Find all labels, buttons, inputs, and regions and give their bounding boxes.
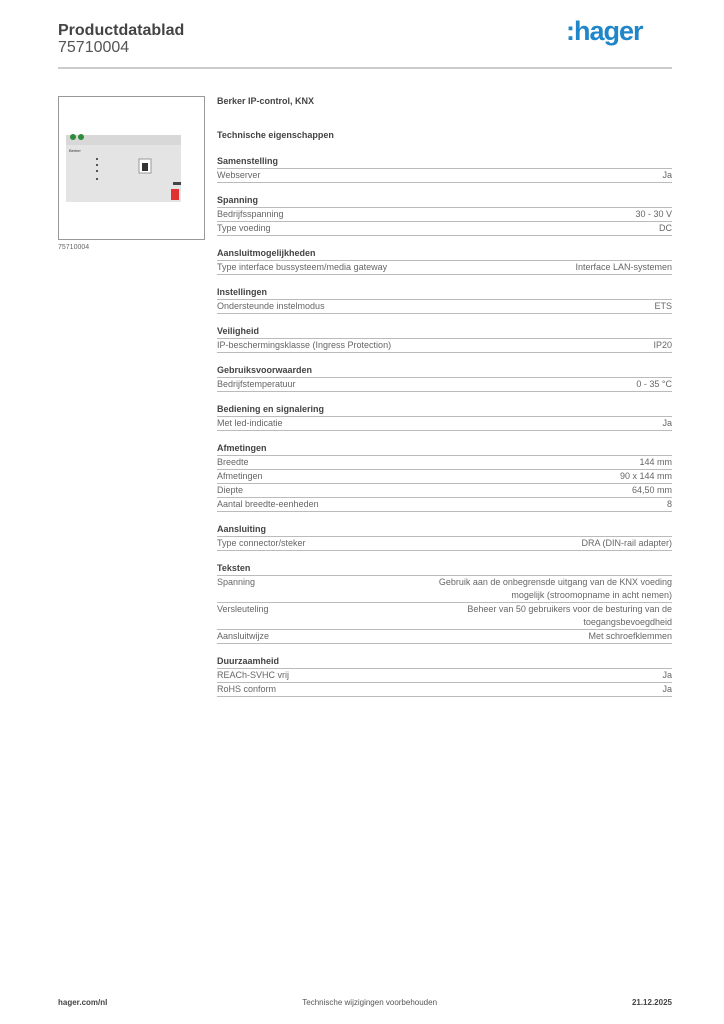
spec-row — [217, 378, 672, 392]
spec-row — [217, 470, 672, 484]
spec-row — [217, 603, 672, 630]
spec-value: 30 - 30 V — [635, 209, 672, 219]
section-heading: Samenstelling — [217, 155, 672, 169]
spec-value: Interface LAN-systemen — [575, 262, 672, 272]
spec-row — [217, 261, 672, 275]
spec-section — [217, 194, 672, 236]
spec-label: Aansluitwijze — [217, 631, 270, 641]
spec-row — [217, 456, 672, 470]
footer-disclaimer: Technische wijzigingen voorbehouden — [302, 998, 438, 1007]
spec-label: Breedte — [217, 457, 249, 467]
section-heading: Gebruiksvoorwaarden — [217, 364, 672, 378]
spec-value: Ja — [662, 670, 672, 680]
spec-label: Aantal breedte-eenheden — [217, 499, 319, 509]
spec-row — [217, 208, 672, 222]
spec-label: Bedrijfstemperatuur — [217, 379, 296, 389]
footer — [58, 998, 672, 1007]
spec-section — [217, 247, 672, 275]
product-image — [58, 96, 205, 240]
spec-row — [217, 537, 672, 551]
spec-row — [217, 683, 672, 697]
section-heading: Instellingen — [217, 286, 672, 300]
spec-row — [217, 484, 672, 498]
section-heading: Afmetingen — [217, 442, 672, 456]
spec-row — [217, 222, 672, 236]
spec-label: Versleuteling — [217, 604, 269, 614]
spec-section — [217, 562, 672, 644]
page-title: Productdatablad — [58, 22, 185, 39]
spec-value: 90 x 144 mm — [619, 471, 672, 481]
spec-row — [217, 169, 672, 183]
spec-label: IP-beschermingsklasse (Ingress Protection) — [217, 340, 392, 350]
spec-label: Type voeding — [217, 223, 271, 233]
image-caption: 75710004 — [58, 244, 90, 251]
spec-label: Bedrijfsspanning — [217, 209, 284, 219]
spec-value: 8 — [666, 499, 672, 509]
section-heading: Veiligheid — [217, 325, 672, 339]
section-heading: Duurzaamheid — [217, 655, 672, 669]
spec-value: DC — [659, 223, 672, 233]
spec-value: 144 mm — [639, 457, 672, 467]
spec-value: 64,50 mm — [631, 485, 672, 495]
spec-label: Type interface bussysteem/media gateway — [217, 262, 388, 272]
section-heading: Aansluitmogelijkheden — [217, 247, 672, 261]
section-heading: Bediening en signalering — [217, 403, 672, 417]
spec-value: Ja — [662, 684, 672, 694]
spec-section — [217, 155, 672, 183]
svg-text:Berker: Berker — [69, 148, 81, 153]
spec-label: Diepte — [217, 485, 244, 495]
spec-section — [217, 403, 672, 431]
footer-date: 21.12.2025 — [631, 998, 672, 1007]
spec-section — [217, 325, 672, 353]
spec-value: DRA (DIN-rail adapter) — [581, 538, 672, 548]
spec-section — [217, 364, 672, 392]
spec-row — [217, 300, 672, 314]
spec-label: Afmetingen — [217, 471, 263, 481]
spec-label: Met led-indicatie — [217, 418, 283, 428]
section-title: Technische eigenschappen — [217, 130, 334, 140]
footer-website[interactable]: hager.com/nl — [58, 998, 108, 1007]
spec-value: Ja — [662, 418, 672, 428]
device-illustration — [59, 97, 204, 239]
section-heading: Spanning — [217, 194, 672, 208]
product-name: Berker IP-control, KNX — [217, 96, 315, 106]
spec-value: ETS — [654, 301, 672, 311]
section-heading: Aansluiting — [217, 523, 672, 537]
spec-label: Spanning — [217, 577, 256, 587]
spec-value: 0 - 35 °C — [636, 379, 672, 389]
spec-row — [217, 417, 672, 431]
spec-section — [217, 655, 672, 697]
spec-row — [217, 339, 672, 353]
spec-label: Ondersteunde instelmodus — [217, 301, 325, 311]
spec-value: Ja — [662, 170, 672, 180]
section-heading: Teksten — [217, 562, 672, 576]
spec-row — [217, 669, 672, 683]
spec-label: Webserver — [217, 170, 261, 180]
spec-label: RoHS conform — [217, 684, 277, 694]
spec-label: Type connector/steker — [217, 538, 306, 548]
spec-row — [217, 498, 672, 512]
spec-section — [217, 286, 672, 314]
product-code: 75710004 — [58, 39, 130, 56]
hager-logo: :hager — [566, 16, 643, 46]
spec-row — [217, 630, 672, 644]
spec-content — [217, 96, 672, 708]
spec-value: Gebruik aan de onbegrensde uitgang van de KNX voeding mogelijk (stroomopname in acht nemen) — [438, 577, 672, 600]
spec-section — [217, 442, 672, 512]
spec-value: IP20 — [653, 340, 672, 350]
spec-value: Met schroefklemmen — [588, 631, 672, 641]
spec-label: REACh-SVHC vrij — [217, 670, 290, 680]
spec-value: Beheer van 50 gebruikers voor de besturing van de toegangsbevoegdheid — [467, 604, 672, 627]
spec-row — [217, 576, 672, 603]
spec-section — [217, 523, 672, 551]
header-divider — [58, 67, 672, 69]
